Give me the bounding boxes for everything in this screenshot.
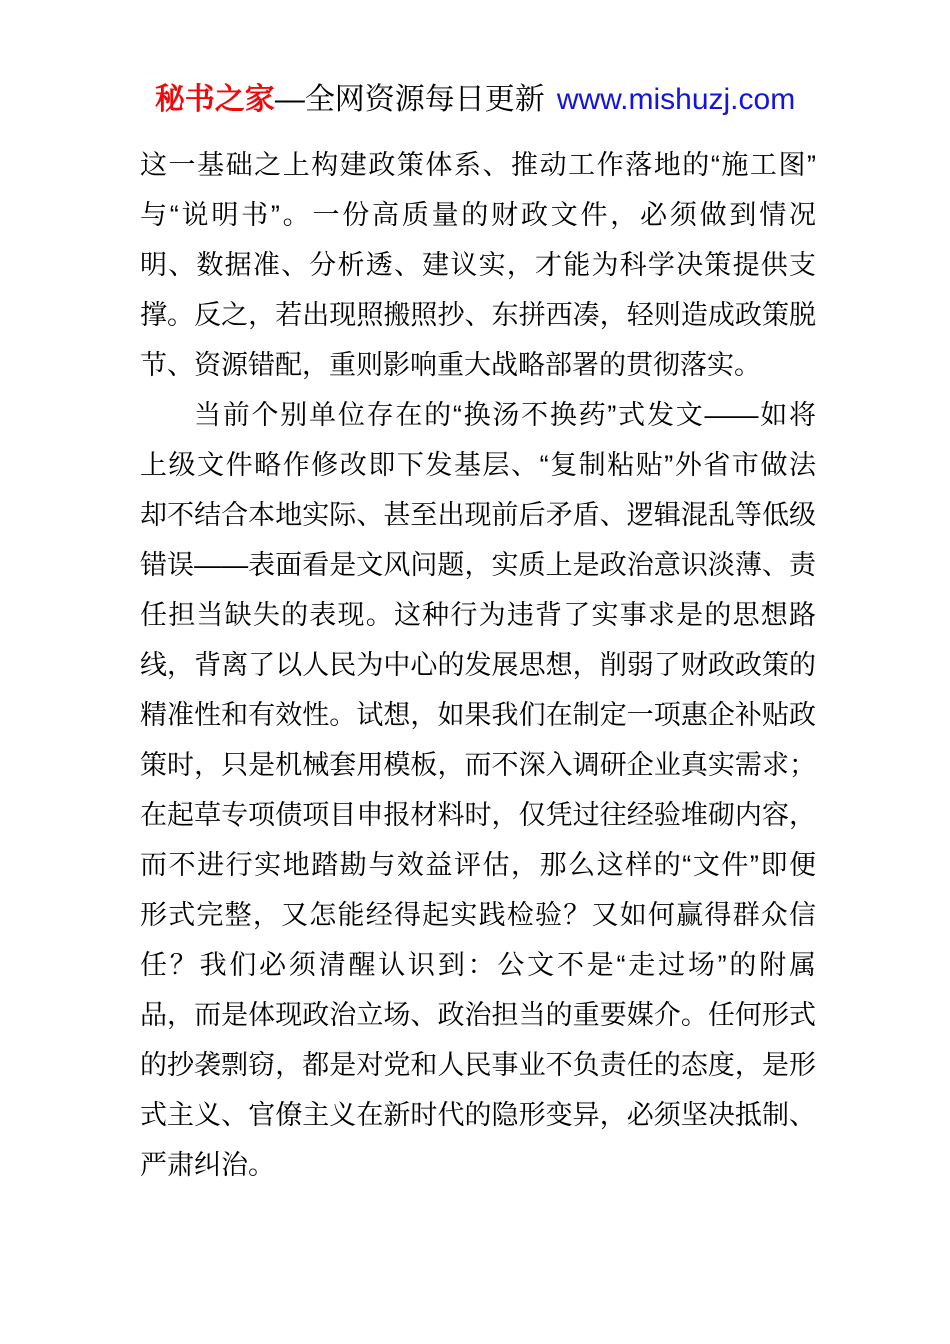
text-line: 撑。反之，若出现照搬照抄、东拼西凑，轻则造成政策脱 [140, 300, 816, 330]
text-line: 品，而是体现政治立场、政治担当的重要媒介。任何形式 [140, 1000, 816, 1030]
text-line: 任担当缺失的表现。这种行为违背了实事求是的思想路 [140, 600, 816, 630]
text-line: 在起草专项债项目申报材料时，仅凭过往经验堆砌内容， [140, 800, 816, 830]
text-line: 而不进行实地踏勘与效益评估，那么这样的“文件”即便 [140, 850, 816, 880]
document-body [140, 140, 816, 1190]
site-header [0, 82, 950, 118]
text-line: 上级文件略作修改即下发基层、“复制粘贴”外省市做法 [140, 450, 816, 480]
text-line: 这一基础之上构建政策体系、推动工作落地的“施工图” [140, 150, 816, 180]
text-line: 却不结合本地实际、甚至出现前后矛盾、逻辑混乱等低级 [140, 500, 816, 530]
text-line: 线，背离了以人民为中心的发展思想，削弱了财政政策的 [140, 650, 816, 680]
text-line: 形式完整，又怎能经得起实践检验？又如何赢得群众信 [140, 900, 816, 930]
text-line: 明、数据准、分析透、建议实，才能为科学决策提供支 [140, 250, 816, 280]
text-line: 精准性和有效性。试想，如果我们在制定一项惠企补贴政 [140, 700, 816, 730]
text-line: 策时，只是机械套用模板，而不深入调研企业真实需求； [140, 750, 816, 780]
header-separator: — [274, 83, 305, 116]
text-line: 当前个别单位存在的“换汤不换药”式发文——如将 [194, 400, 816, 430]
brand-text: 秘书之家 [154, 83, 275, 116]
text-line: 严肃纠治。 [140, 1150, 275, 1180]
text-line: 的抄袭剽窃，都是对党和人民事业不负责任的态度，是形 [140, 1050, 816, 1080]
text-line: 错误——表面看是文风问题，实质上是政治意识淡薄、责 [140, 550, 816, 580]
text-line: 式主义、官僚主义在新时代的隐形变异，必须坚决抵制、 [140, 1100, 816, 1130]
text-line: 任？我们必须清醒认识到：公文不是“走过场”的附属 [140, 950, 816, 980]
text-line: 与“说明书”。一份高质量的财政文件，必须做到情况 [140, 200, 816, 230]
site-url-link[interactable]: www.mishuzj.com [556, 83, 796, 116]
text-line: 节、资源错配，重则影响重大战略部署的贯彻落实。 [140, 350, 761, 380]
paragraph-1 [140, 140, 816, 390]
paragraph-2 [140, 390, 816, 1190]
header-tagline: 全网资源每日更新 [304, 83, 545, 116]
